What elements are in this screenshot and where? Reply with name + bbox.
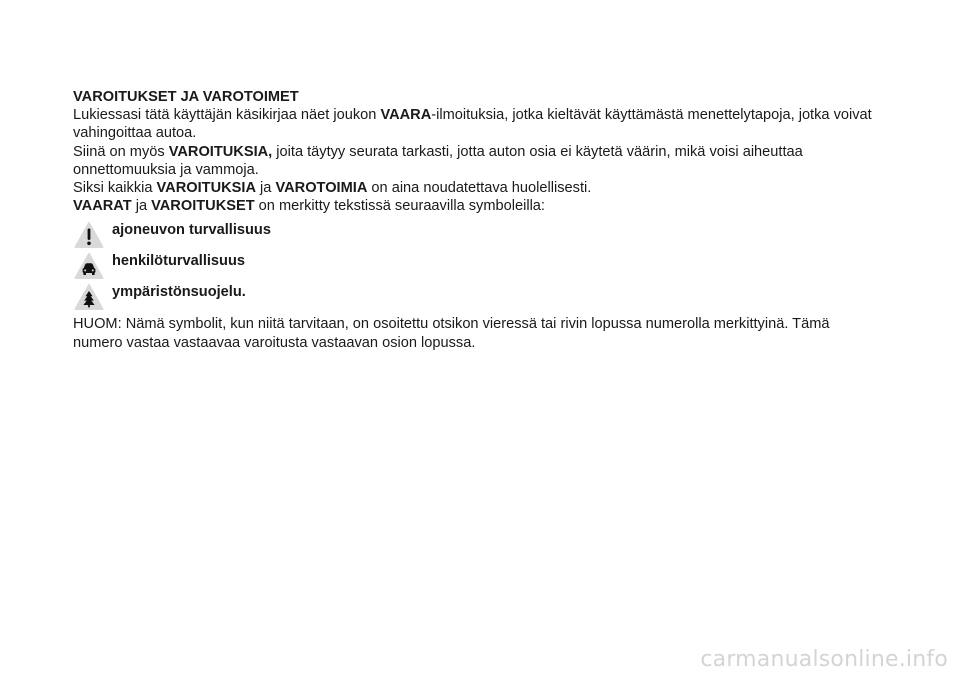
para3-bold1: VAROITUKSIA: [156, 180, 256, 197]
tree-warning-icon: [74, 283, 104, 311]
paragraph-symbols-intro: [73, 197, 873, 215]
watermark-text: carmanualsonline.info: [700, 647, 948, 672]
para2-post: joita täytyy seurata tarkasti, jotta auton osia ei käytetä väärin, mikä voisi aiheuttaa onnettomuuksia ja vammoja.: [73, 143, 803, 178]
para3-pre: Siksi kaikkia: [73, 180, 157, 197]
para4-post: on merkitty tekstissä seuraavilla symboleilla:: [254, 198, 545, 215]
para4-bold2: VAROITUKSET: [151, 198, 255, 215]
para3-mid: ja: [256, 180, 276, 197]
paragraph-follow: [73, 179, 873, 197]
symbol-environment: [74, 281, 873, 312]
symbol-vehicle-safety: [74, 219, 873, 250]
para1-post: -ilmoituksia, jotka kieltävät käyttämästä menettelytapoja, jotka voivat vahingoittaa autoa.: [73, 107, 872, 142]
paragraph-warnings: [73, 143, 873, 179]
section-heading: VAROITUKSET JA VAROTOIMET: [73, 89, 299, 105]
para4-mid: ja: [131, 198, 152, 215]
para1-bold: VAARA: [380, 107, 432, 124]
car-warning-icon: [74, 252, 104, 280]
paragraph-note: HUOM: Nämä symbolit, kun niitä tarvitaan, on osoitettu otsikon vieressä tai rivin lopussa numerolla merkittyinä. Tämä numero vastaa vastaavaa varoitusta vastaavan osion lopussa.: [73, 316, 830, 351]
para3-post: on aina noudatettava huolellisesti.: [367, 180, 592, 197]
symbol-label: ajoneuvon turvallisuus: [112, 221, 271, 238]
para2-bold: VAROITUKSIA,: [168, 143, 273, 160]
symbol-label: henkilöturvallisuus: [112, 252, 245, 269]
para1-pre: Lukiessasi tätä käyttäjän käsikirjaa näet joukon: [73, 107, 381, 124]
manual-page-content: [73, 88, 873, 352]
para2-pre: Siinä on myös: [73, 143, 169, 160]
paragraph-danger: [73, 106, 873, 142]
para3-bold2: VAROTOIMIA: [275, 180, 368, 197]
para4-bold1: VAARAT: [73, 198, 132, 215]
exclamation-warning-icon: [74, 221, 104, 249]
symbol-personal-safety: [74, 250, 873, 281]
symbol-label: ympäristönsuojelu.: [112, 283, 246, 300]
